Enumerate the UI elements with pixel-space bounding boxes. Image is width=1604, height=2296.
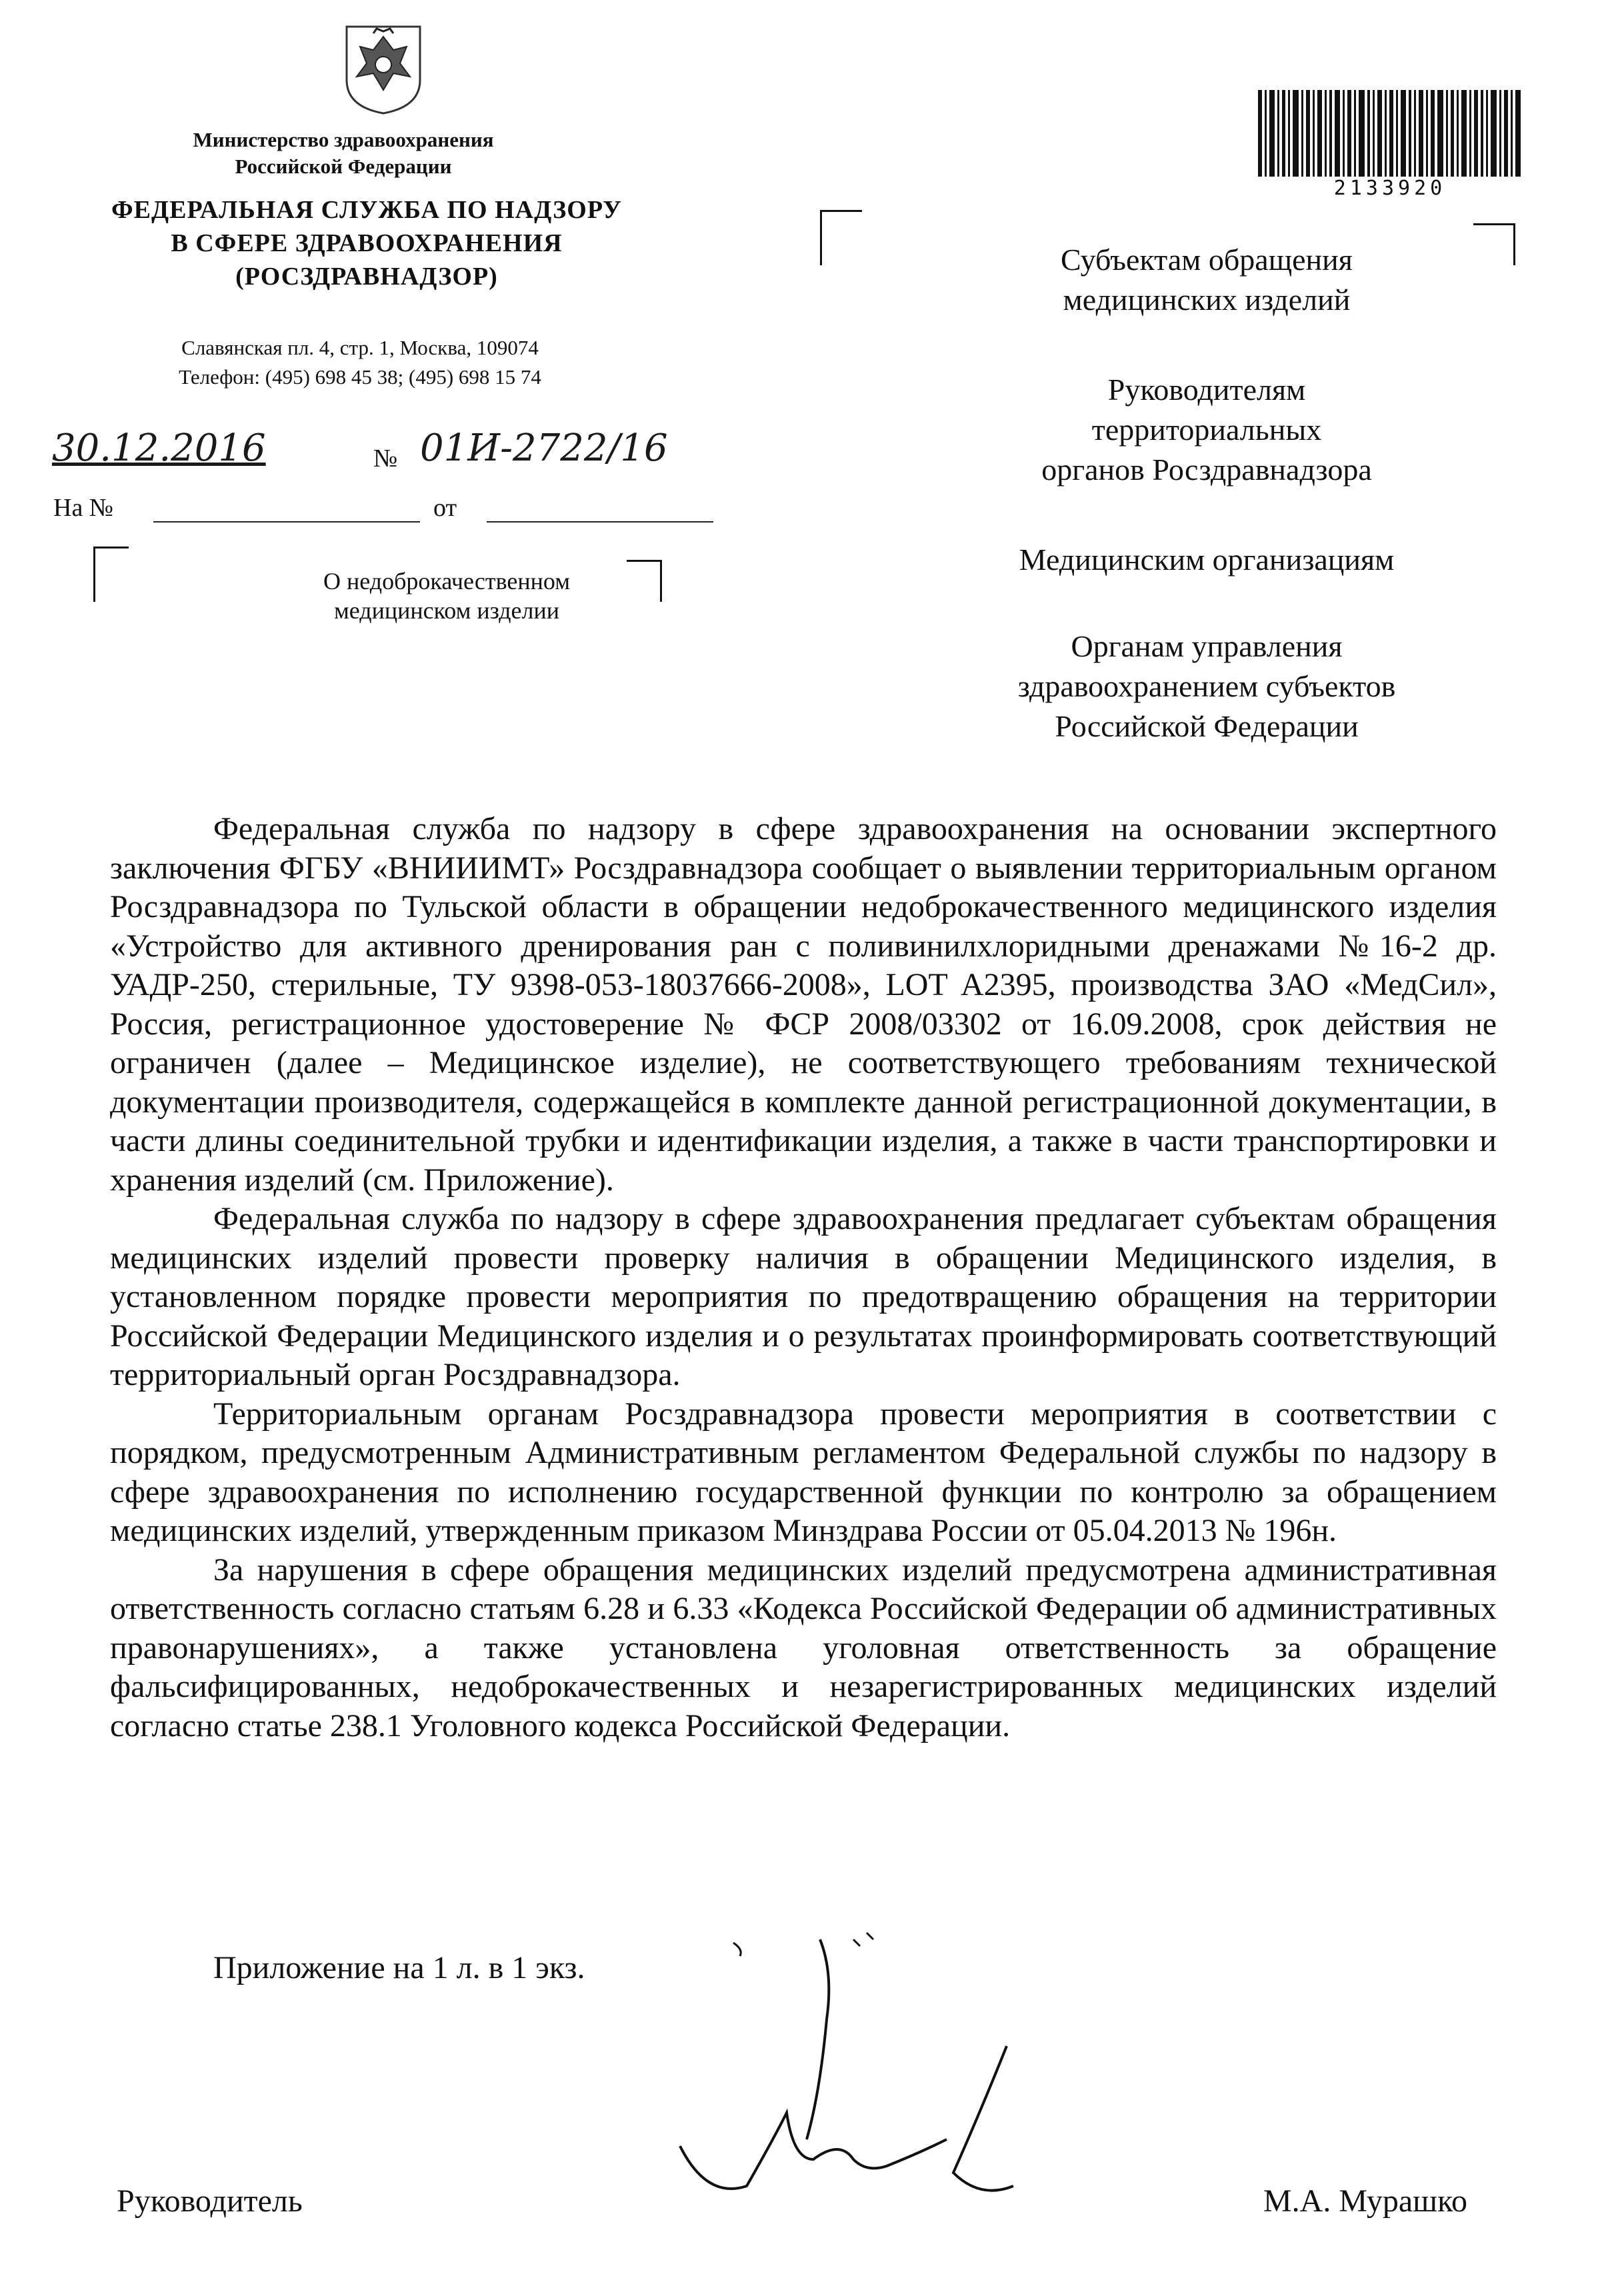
recipients-corner-left [820,210,862,265]
coat-of-arms-emblem [333,17,433,117]
number-label: № [373,445,398,473]
from-rule [487,521,713,523]
barcode-number: 2133920 [1333,177,1447,200]
registration-date: 30.12.2016 [52,427,266,470]
subject-line-2: медицинском изделии [333,597,560,624]
recipient-group-4 [887,626,1527,746]
subject-block [240,567,653,625]
handwritten-signature [667,1919,1040,2233]
service-line-3: (РОСЗДРАВНАДЗОР) [235,263,498,291]
barcode [1257,90,1523,187]
recipient-line: Субъектам обращения [1061,243,1353,277]
recipient-line: медицинских изделий [1063,283,1351,317]
subject-line-1: О недоброкачественном [323,568,570,594]
recipient-line: органов Росздравнадзора [1041,453,1372,487]
recipient-line: Медицинским организациям [1019,543,1395,576]
body-paragraph-3: Территориальным органам Росздравнадзора провести мероприятия в соответствии с порядком, предусмотренным Административным регламентом Федеральной службы по надзору в сфере здравоохранения по исполнению государственной функции по контролю за обращением медицинских изделий, утвержденным приказом Минздрава России от 05.04.2013 № 196н. [110,1396,1497,1548]
recipient-line: территориальных [1091,413,1322,447]
phone-line: Телефон: (495) 698 45 38; (495) 698 15 74 [179,365,541,389]
body-paragraph-1: Федеральная служба по надзору в сфере здравоохранения на основании экспертного заключения ФГБУ «ВНИИИМТ» Росздравнадзора сообщает о выявлении территориальным органом Росздравнадзора по Тульской области в обращении недоброкачественного медицинского изделия «Устройство для активного дренирования ран с поливинилхлоридными дренажами №16-2 др. УАДР-250, стерильные, ТУ 9398-053-18037666-2008», LOT A2395, производства ЗАО «МедСил», Россия, регистрационное удостоверение № ФСР 2008/03302 от 16.09.2008, срок действия не ограничен (далее – Медицинское изделие), не соответствующего требованиям технической документации производителя, содержащейся в комплекте данной регистрационной документации, в части длины соединительной трубки и идентификации изделия, а также в части транспортировки и хранения изделий (см. Приложение). [110,811,1497,1198]
appendix-note: Приложение на 1 л. в 1 экз. [213,1950,585,1985]
recipient-line: здравоохранением субъектов [1017,669,1396,703]
recipient-line: Руководителям [1107,373,1306,407]
from-label: от [433,494,457,522]
ministry-line-1: Министерство здравоохранения [193,128,494,151]
ministry-line-2: Российской Федерации [235,155,452,178]
address-block [100,333,620,392]
registration-line [47,427,747,473]
letter-body [110,810,1497,1745]
recipient-line: Органам управления [1071,629,1343,663]
reference-rule [153,521,420,523]
signatory-name: М.А. Мурашко [1263,2183,1467,2219]
body-paragraph-4: За нарушения в сфере обращения медицинских изделий предусмотрена административная ответственность согласно статьям 6.28 и 6.33 «Кодекса Российской Федерации об административных правонарушениях», а также установлена уголовная ответственность за обращение фальсифицированных, недоброкачественных и незарегистрированных медицинских изделий согласно статье 238.1 Уголовного кодекса Российской Федерации. [110,1552,1497,1743]
subject-corner-left [93,547,129,602]
recipient-group-3 [887,540,1527,580]
registration-number: 01И-2722/16 [420,427,668,470]
recipient-line: Российской Федерации [1055,709,1359,743]
reference-label: На № [53,494,114,522]
service-line-2: В СФЕРЕ ЗДРАВООХРАНЕНИЯ [171,229,563,257]
address-line: Славянская пл. 4, стр. 1, Москва, 109074 [181,336,539,359]
signatory-position: Руководитель [117,2183,303,2219]
body-paragraph-2: Федеральная служба по надзору в сфере здравоохранения предлагает субъектам обращения медицинских изделий провести проверку наличия в обращении Медицинского изделия, в установленном порядке провести мероприятия по предотвращению обращения на территории Российской Федерации Медицинского изделия и о результатах проинформировать соответствующий территориальный орган Росздравнадзора. [110,1201,1497,1392]
reference-line [53,493,720,527]
recipient-group-2 [887,370,1527,490]
service-line-1: ФЕДЕРАЛЬНАЯ СЛУЖБА ПО НАДЗОРУ [111,196,622,224]
recipient-group-1 [887,240,1527,320]
ministry-header [100,127,587,180]
service-name [53,193,680,293]
